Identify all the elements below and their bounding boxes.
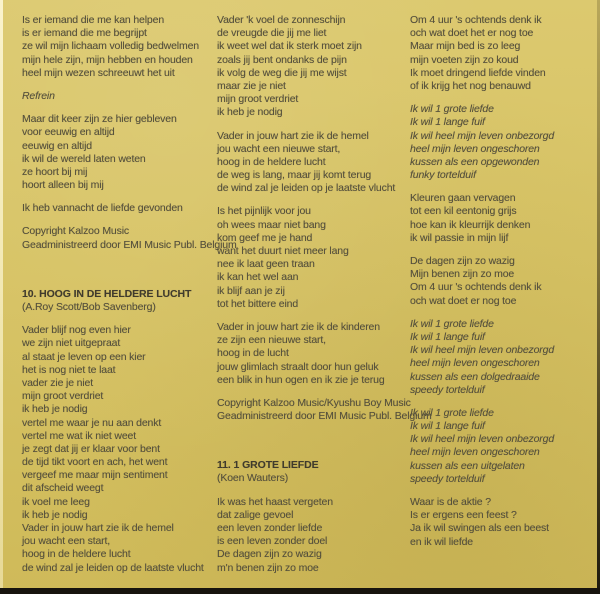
lyric-line: kom geef me je hand	[217, 231, 313, 244]
lyric-line: mijn hele zijn, mijn hebben en houden	[22, 53, 193, 66]
lyric-line: dit afscheid weegt	[22, 482, 104, 495]
line-gap	[22, 103, 214, 113]
lyrics-column-right	[410, 14, 600, 549]
lyric-line: je zegt dat jij er klaar voor bent	[22, 442, 160, 455]
line-gap	[410, 486, 600, 496]
lyric-line: Ik was het haast vergeten	[217, 495, 333, 508]
lyric-line: Ja ik wil swingen als een beest	[410, 522, 549, 535]
lyric-line: ik volg de weg die jij me wijst	[217, 66, 347, 79]
lyric-line: Geadministreerd door EMI Music Publ. Belgium	[217, 410, 432, 423]
line-gap	[22, 192, 214, 202]
lyric-line-italic: speedy tortelduif	[410, 383, 485, 396]
line-gap	[22, 314, 214, 324]
lyric-line-italic: kussen als een dolgedraaide	[410, 370, 540, 383]
lyric-line: ik weet wel dat ik sterk moet zijn	[217, 40, 362, 53]
lyric-line: hoog in de lucht	[217, 347, 289, 360]
lyric-line-italic: speedy tortelduif	[410, 472, 485, 485]
lyric-line: Mijn benen zijn zo moe	[410, 268, 515, 281]
lyric-line: de wind zal je leiden op de laatste vlucht	[22, 561, 204, 574]
song-title: 10. HOOG IN DE HELDERE LUCHT	[22, 287, 192, 300]
lyric-line-italic: funky tortelduif	[410, 169, 476, 182]
lyric-line: Ik moet dringend liefde vinden	[410, 66, 546, 79]
lyric-line: och wat doet er nog toe	[410, 294, 517, 307]
line-gap	[217, 486, 409, 496]
lyric-line: want het duurt niet meer lang	[217, 245, 349, 257]
lyric-line: al staat je leven op een kier	[22, 350, 146, 363]
lyric-line: Kleuren gaan vervagen	[410, 192, 516, 205]
line-gap	[217, 311, 409, 321]
lyric-line: Copyright Kalzoo Music	[22, 225, 129, 238]
lyric-line: oh wees maar niet bang	[217, 218, 326, 231]
line-gap	[410, 93, 600, 103]
lyric-line: vertel me waar je nu aan denkt	[22, 416, 162, 429]
lyric-line: we zijn niet uitgepraat	[22, 337, 121, 350]
lyric-line: Om 4 uur 's ochtends denk ik	[410, 14, 542, 26]
lyric-line-italic: Ik wil 1 lange fuif	[410, 330, 485, 343]
song-credit: (Koen Wauters)	[217, 472, 289, 485]
lyric-line: ze zijn een nieuwe start,	[217, 334, 326, 347]
lyrics-column-left	[22, 14, 237, 575]
lyric-line: ze hoort bij mij	[22, 165, 88, 178]
lyric-line: eeuwig en altijd	[22, 139, 92, 152]
lyric-line: de weg is lang, maar jij komt terug	[217, 169, 372, 182]
lyric-line: Waar is de aktie ?	[410, 496, 491, 508]
lyric-line: en ik wil liefde	[410, 535, 473, 548]
lyric-line-italic: Ik wil 1 lange fuif	[410, 116, 485, 129]
lyric-line-italic: Ik wil 1 grote liefde	[410, 103, 494, 116]
lyric-line: hoort alleen bij mij	[22, 179, 104, 192]
line-gap	[217, 195, 409, 205]
lyric-line: is een leven zonder doel	[217, 535, 328, 548]
line-gap	[410, 182, 600, 192]
lyric-line: een blik in hun ogen en ik zie je terug	[217, 373, 385, 386]
lyric-line: heel mijn wezen schreeuwt het uit	[22, 66, 175, 79]
lyric-line: ik heb je nodig	[22, 403, 88, 416]
lyric-line-italic: heel mijn leven ongeschoren	[410, 446, 540, 459]
lyric-line: mijn groot verdriet	[217, 93, 299, 106]
lyric-line: Vader in jouw hart zie ik de hemel	[22, 522, 174, 534]
lyric-line: Vader in jouw hart zie ik de hemel	[217, 129, 369, 142]
lyric-line: Geadministreerd door EMI Music Publ. Belgium	[22, 238, 237, 251]
lyric-line: Om 4 uur 's ochtends denk ik	[410, 281, 542, 294]
lyric-line: dat zalige gevoel	[217, 508, 294, 521]
lyric-line: hoog in de heldere lucht	[217, 155, 326, 168]
song-credit: (A.Roy Scott/Bob Savenberg)	[22, 301, 156, 313]
lyric-line: jou wacht een nieuwe start,	[217, 142, 341, 155]
lyric-line: mijn voeten zijn zo koud	[410, 53, 519, 66]
scan-edge-bottom	[0, 588, 600, 594]
lyric-line: tot het bittere eind	[217, 297, 299, 310]
lyric-line: m'n benen zijn zo moe	[217, 561, 319, 574]
section-gap	[217, 423, 409, 459]
scan-edge-left	[0, 0, 3, 594]
lyric-line: De dagen zijn zo wazig	[217, 548, 322, 561]
line-gap	[410, 245, 600, 255]
lyric-line: Vader 'k voel de zonneschijn	[217, 14, 346, 26]
line-gap	[410, 397, 600, 407]
lyric-line: vergeef me maar mijn sentiment	[22, 469, 168, 482]
lyric-line-italic: Ik wil heel mijn leven onbezorgd	[410, 344, 555, 357]
line-gap	[217, 120, 409, 130]
line-gap	[217, 387, 409, 397]
lyric-line: voor eeuwig en altijd	[22, 126, 115, 139]
section-gap	[22, 252, 214, 288]
lyric-line: Copyright Kalzoo Music/Kyushu Boy Music	[217, 396, 411, 409]
lyric-line: een leven zonder liefde	[217, 522, 323, 534]
lyric-line-italic: Refrein	[22, 89, 55, 102]
lyric-line-italic: Ik wil 1 grote liefde	[410, 406, 494, 419]
lyric-line-italic: heel mijn leven ongeschoren	[410, 357, 540, 370]
line-gap	[410, 308, 600, 318]
lyric-line: de vreugde die jij me liet	[217, 27, 327, 40]
lyric-line: hoog in de heldere lucht	[22, 548, 131, 561]
lyric-line: Vader in jouw hart zie ik de kinderen	[217, 320, 380, 333]
lyric-line: ze wil mijn lichaam volledig bedwelmen	[22, 40, 199, 53]
lyric-line: hoe kan ik kleurrijk denken	[410, 218, 531, 231]
line-gap	[22, 80, 214, 90]
lyrics-column-middle	[217, 14, 432, 575]
lyric-line: Is het pijnlijk voor jou	[217, 205, 311, 218]
lyric-line-italic: Ik wil heel mijn leven onbezorgd	[410, 433, 555, 446]
song-title: 11. 1 GROTE LIEFDE	[217, 459, 319, 472]
lyric-line: Is er iemand die me kan helpen	[22, 14, 165, 26]
lyric-line: Maar dit keer zijn ze hier gebleven	[22, 113, 177, 126]
lyric-line: ik heb je nodig	[22, 508, 88, 521]
lyric-line: Vader blijf nog even hier	[22, 324, 131, 337]
lyric-line: zoals jij bent ondanks de pijn	[217, 53, 347, 66]
lyric-line: maar zie je niet	[217, 79, 286, 92]
lyric-line: vader zie je niet	[22, 376, 93, 389]
lyric-line: de tijd tikt voort en ach, het went	[22, 456, 168, 469]
lyric-line: tot een kil eentonig grijs	[410, 205, 517, 218]
lyric-line: De dagen zijn zo wazig	[410, 255, 515, 267]
lyric-line: nee ik laat geen traan	[217, 258, 315, 271]
lyric-line: of ik krijg het nog benauwd	[410, 79, 531, 92]
lyric-line-italic: heel mijn leven ongeschoren	[410, 142, 540, 155]
lyric-line: ik wil passie in mijn lijf	[410, 231, 509, 244]
lyric-line-italic: kussen als een uitgelaten	[410, 459, 525, 472]
lyric-line: vertel me wat ik niet weet	[22, 429, 136, 442]
lyric-line-italic: Ik wil 1 lange fuif	[410, 420, 485, 433]
lyric-line: de wind zal je leiden op je laatste vlucht	[217, 182, 396, 195]
lyric-line: ik wil de wereld laten weten	[22, 152, 146, 165]
line-gap	[22, 215, 214, 225]
lyric-line: ik blijf aan je zij	[217, 284, 285, 297]
lyric-line: Is er ergens een feest ?	[410, 509, 517, 522]
lyric-line: ik kan het wel aan	[217, 271, 299, 284]
lyric-line-italic: Ik wil heel mijn leven onbezorgd	[410, 129, 555, 142]
lyric-line: mijn groot verdriet	[22, 390, 104, 403]
lyric-line: ik voel me leeg	[22, 495, 90, 508]
lyric-line: het is nog niet te laat	[22, 363, 116, 376]
lyric-line: Ik heb vannacht de liefde gevonden	[22, 202, 183, 215]
lyric-line: jouw glimlach straalt door hun geluk	[217, 360, 379, 373]
lyric-line: is er iemand die me begrijpt	[22, 27, 147, 40]
lyric-line: jou wacht een start,	[22, 535, 111, 548]
lyric-line: Maar mijn bed is zo leeg	[410, 40, 521, 53]
lyric-line-italic: kussen als een opgewonden	[410, 155, 540, 168]
lyric-line: ik heb je nodig	[217, 106, 283, 119]
lyric-line-italic: Ik wil 1 grote liefde	[410, 317, 494, 330]
lyric-line: och wat doet het er nog toe	[410, 27, 534, 40]
